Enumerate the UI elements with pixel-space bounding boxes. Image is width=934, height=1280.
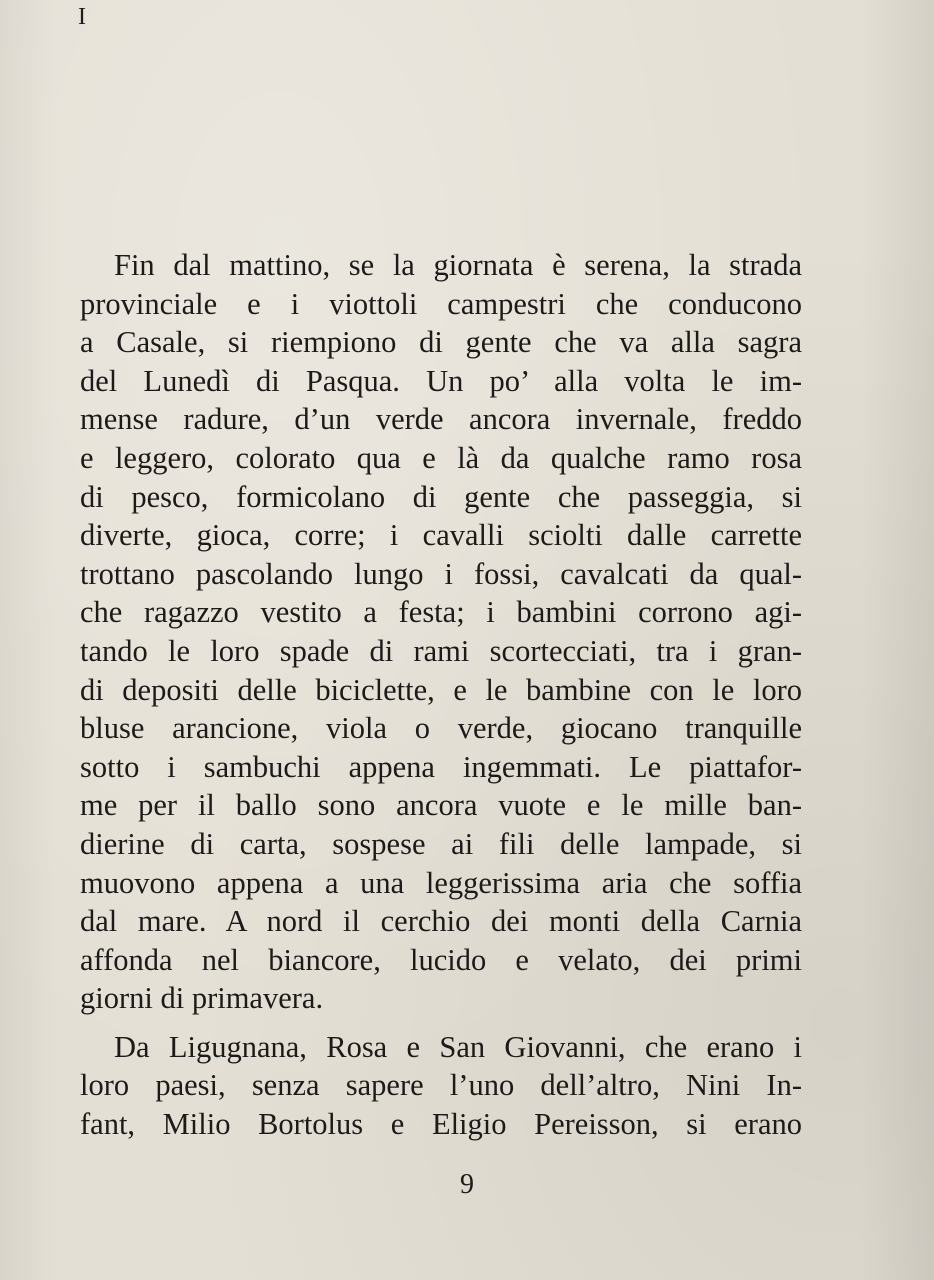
text-line: giorni di primavera. xyxy=(80,981,324,1016)
chapter-number: I xyxy=(78,4,86,30)
text-line: tando le loro spade di rami scortecciati, tra i gran- xyxy=(80,633,802,668)
text-line: Da Ligugnana, Rosa e San Giovanni, che erano i xyxy=(114,1029,802,1064)
text-line: muovono appena a una leggerissima aria che soffia xyxy=(80,865,802,900)
page-number: 9 xyxy=(460,1169,474,1200)
text-line: Fin dal mattino, se la giornata è serena, la strada xyxy=(114,248,802,282)
text-line: trottano pascolando lungo i fossi, cavalcati da qual- xyxy=(80,556,802,591)
text-line: affonda nel biancore, lucido e velato, dei primi xyxy=(80,942,802,977)
text-line: mense radure, d’un verde ancora invernale, freddo xyxy=(80,402,802,437)
text-line: e leggero, colorato qua e là da qualche ramo rosa xyxy=(80,440,802,475)
text-line: dal mare. A nord il cerchio dei monti della Carnia xyxy=(80,904,802,939)
text-line: provinciale e i viottoli campestri che conducono xyxy=(80,286,802,321)
text-line: dierine di carta, sospese ai fili delle lampade, si xyxy=(80,826,802,861)
body-text xyxy=(80,246,802,1144)
paragraph-gap xyxy=(80,1018,802,1028)
text-line: diverte, gioca, corre; i cavalli sciolti dalle carrette xyxy=(80,518,802,553)
text-line: a Casale, si riempiono di gente che va alla sagra xyxy=(80,325,802,360)
text-line: fant, Milio Bortolus e Eligio Pereisson, si erano xyxy=(80,1107,802,1142)
text-line: del Lunedì di Pasqua. Un po’ alla volta le im- xyxy=(80,363,802,398)
text-line: di pesco, formicolano di gente che passeggia, si xyxy=(80,479,802,514)
text-line: sotto i sambuchi appena ingemmati. Le piattafor- xyxy=(80,749,802,784)
text-line: me per il ballo sono ancora vuote e le mille ban- xyxy=(80,788,802,823)
text-line: di depositi delle biciclette, e le bambine con le loro xyxy=(80,672,802,707)
text-line: che ragazzo vestito a festa; i bambini corrono agi- xyxy=(80,595,802,630)
text-line: bluse arancione, viola o verde, giocano tranquille xyxy=(80,711,802,746)
text-line: loro paesi, senza sapere l’uno dell’altro, Nini In- xyxy=(80,1068,802,1103)
